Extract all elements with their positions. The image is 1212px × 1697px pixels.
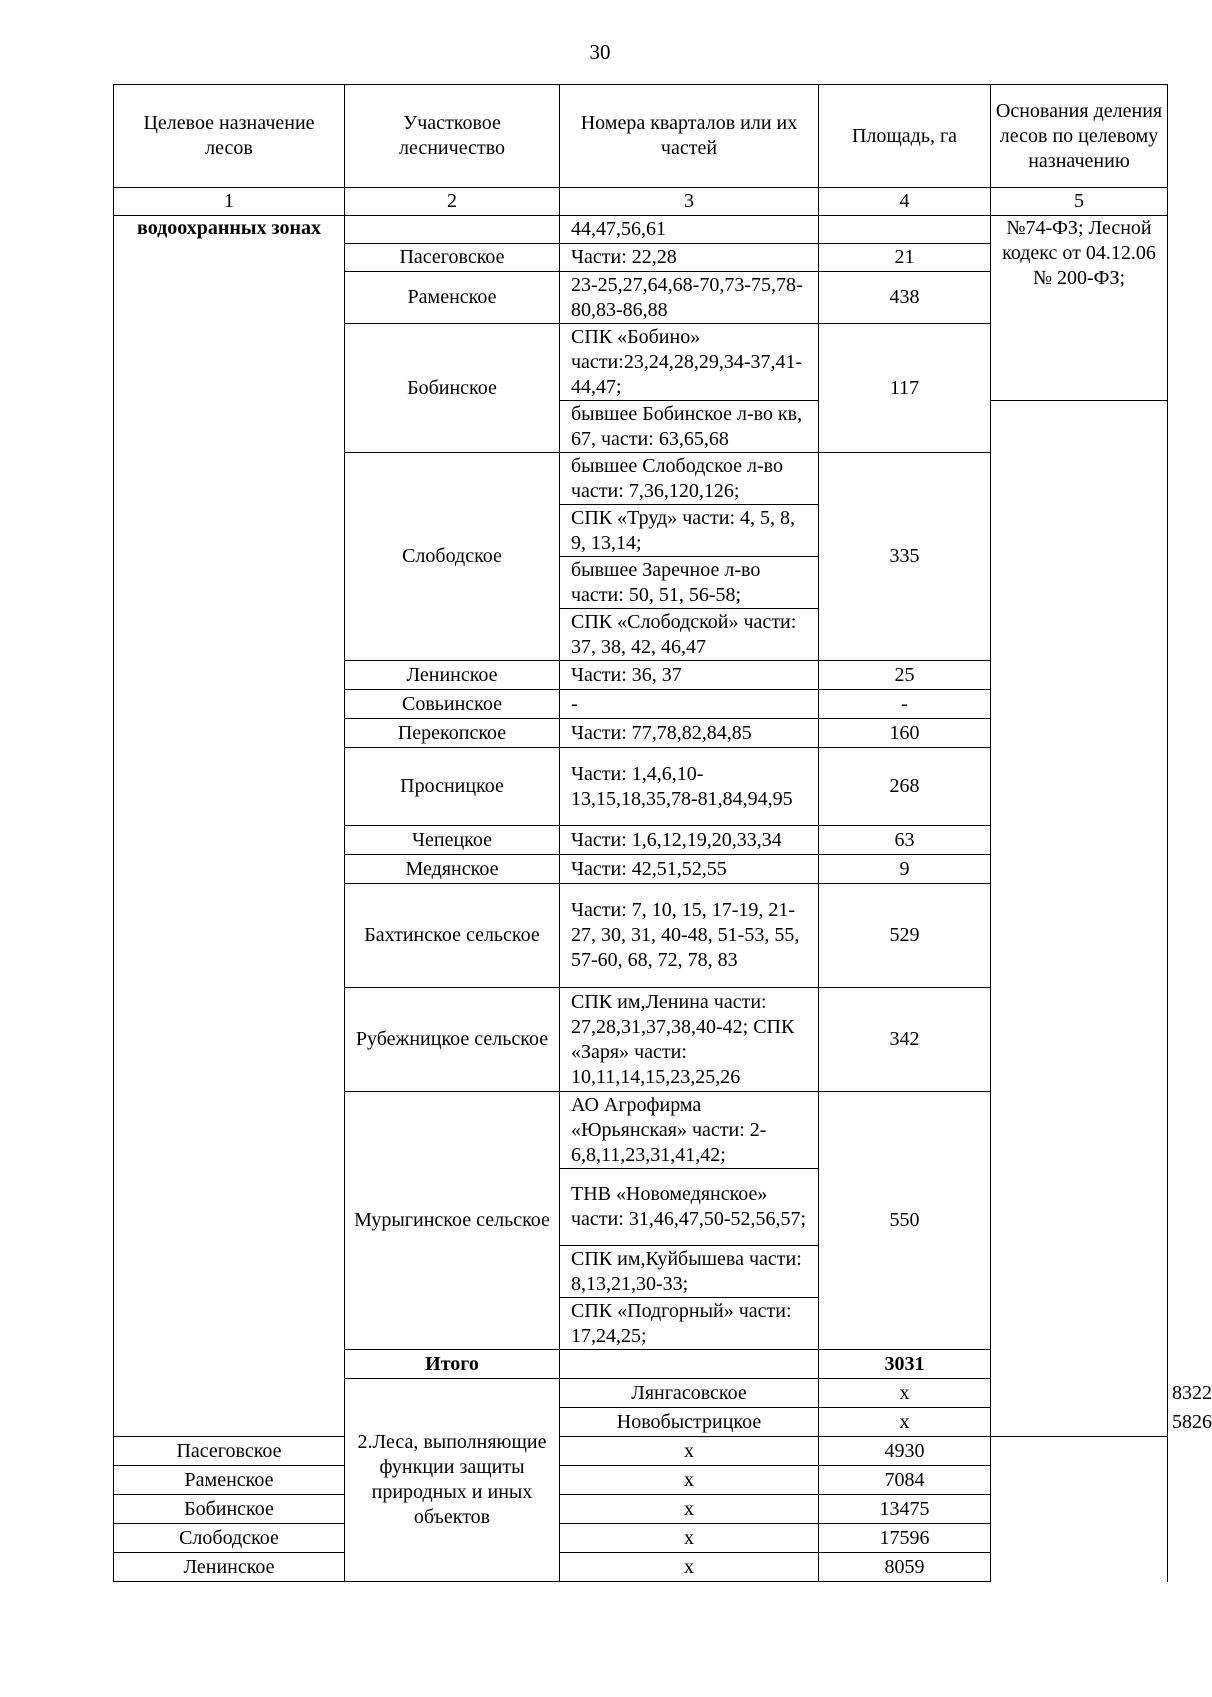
area-cell: 7084: [819, 1466, 991, 1495]
quarters-cell: Части: 22,28: [560, 244, 819, 272]
quarters-cell: СПК им,Ленина части: 27,28,31,37,38,40-42; СПК «Заря» части: 10,11,14,15,23,25,26: [560, 988, 819, 1092]
forestry-cell: Слободское: [114, 1524, 345, 1553]
header-basis: Основания деления лесов по целевому назначению: [991, 85, 1168, 188]
header-row: [114, 85, 1168, 188]
area-cell: 21: [819, 244, 991, 272]
quarters-cell: СПК «Бобино» части:23,24,28,29,34-37,41-44,47;: [560, 324, 819, 401]
quarters-cell: Части: 77,78,82,84,85: [560, 719, 819, 748]
quarters-cell: Части: 7, 10, 15, 17-19, 21-27, 30, 31, 40-48, 51-53, 55, 57-60, 68, 72, 78, 83: [560, 884, 819, 988]
forestry-cell: Слободское: [345, 453, 560, 661]
forestry-cell: Пасеговское: [345, 244, 560, 272]
area-cell: 342: [819, 988, 991, 1092]
header-forestry: Участковое лесничество: [345, 85, 560, 188]
quarters-cell: -: [560, 690, 819, 719]
area-cell: 160: [819, 719, 991, 748]
forestry-cell: Мурыгинское сельское: [345, 1092, 560, 1350]
forestry-cell: Бобинское: [345, 324, 560, 453]
table-row: 2.Леса, выполняющие функции защиты природных и иных объектов Лянгасовское х 8322: [114, 1379, 1168, 1408]
quarters-cell: Части: 1,4,6,10-13,15,18,35,78-81,84,94,95: [560, 748, 819, 826]
area-cell: 550: [819, 1092, 991, 1350]
area-cell: 529: [819, 884, 991, 988]
forestry-cell: Раменское: [114, 1466, 345, 1495]
quarters-cell: х: [819, 1408, 991, 1437]
quarters-cell-empty: [560, 1350, 819, 1379]
area-cell: 63: [819, 826, 991, 855]
header-area: Площадь, га: [819, 85, 991, 188]
area-cell: 438: [819, 272, 991, 324]
quarters-cell: х: [819, 1379, 991, 1408]
quarters-cell: ТНВ «Новомедянское» части: 31,46,47,50-52,56,57;: [560, 1169, 819, 1246]
header-quarters: Номера кварталов или их частей: [560, 85, 819, 188]
table-row: [114, 1553, 1168, 1582]
column-number: 4: [819, 188, 991, 216]
quarters-cell: АО Агрофирма «Юрьянская» части: 2-6,8,11,23,31,41,42;: [560, 1092, 819, 1169]
quarters-cell: СПК «Труд» части: 4, 5, 8, 9, 13,14;: [560, 505, 819, 557]
quarters-cell: Части: 1,6,12,19,20,33,34: [560, 826, 819, 855]
table-row: [114, 1437, 1168, 1466]
forestry-cell: Новобыстрицкое: [560, 1408, 819, 1437]
header-purpose: Целевое назначение лесов: [114, 85, 345, 188]
forestry-cell: Лянгасовское: [560, 1379, 819, 1408]
quarters-cell: Части: 36, 37: [560, 661, 819, 690]
quarters-cell: бывшее Заречное л-во части: 50, 51, 56-58;: [560, 557, 819, 609]
forestry-cell: Чепецкое: [345, 826, 560, 855]
table-row: [114, 1495, 1168, 1524]
total-label: Итого: [345, 1350, 560, 1379]
area-cell: 4930: [819, 1437, 991, 1466]
table-row: [114, 1524, 1168, 1553]
area-cell: 17596: [819, 1524, 991, 1553]
area-cell: 9: [819, 855, 991, 884]
forestry-cell: Перекопское: [345, 719, 560, 748]
area-cell: 8059: [819, 1553, 991, 1582]
area-cell: -: [819, 690, 991, 719]
forestry-cell: Бобинское: [114, 1495, 345, 1524]
total-value: 3031: [819, 1350, 991, 1379]
quarters-cell: х: [560, 1524, 819, 1553]
quarters-cell: бывшее Слободское л-во части: 7,36,120,126;: [560, 453, 819, 505]
page-number: 30: [589, 40, 611, 64]
quarters-cell: 44,47,56,61: [560, 216, 819, 244]
forestry-cell: Пасеговское: [114, 1437, 345, 1466]
table-row: [114, 1466, 1168, 1495]
section1-basis: №74-ФЗ; Лесной кодекс от 04.12.06 № 200-ФЗ;: [991, 216, 1168, 401]
area-cell: 25: [819, 661, 991, 690]
quarters-cell: х: [560, 1495, 819, 1524]
quarters-cell: СПК «Подгорный» части: 17,24,25;: [560, 1298, 819, 1350]
quarters-cell: Части: 42,51,52,55: [560, 855, 819, 884]
area-cell: 335: [819, 453, 991, 661]
forestry-cell: Бахтинское сельское: [345, 884, 560, 988]
forestry-cell: Просницкое: [345, 748, 560, 826]
column-number-row: [114, 188, 1168, 216]
column-number: 2: [345, 188, 560, 216]
quarters-cell: СПК «Слободской» части: 37, 38, 42, 46,47: [560, 609, 819, 661]
forestry-cell: Раменское: [345, 272, 560, 324]
section1-category: водоохранных зонах: [114, 216, 345, 1437]
forestry-cell: Рубежницкое сельское: [345, 988, 560, 1092]
forestry-cell-empty: [345, 216, 560, 244]
table-row: [114, 216, 1168, 244]
area-cell-empty: [819, 216, 991, 244]
forest-purpose-table: [113, 84, 1212, 1582]
area-cell: 268: [819, 748, 991, 826]
quarters-cell: х: [560, 1553, 819, 1582]
forestry-cell: Совьинское: [345, 690, 560, 719]
forestry-cell: Медянское: [345, 855, 560, 884]
quarters-cell: 23-25,27,64,68-70,73-75,78-80,83-86,88: [560, 272, 819, 324]
quarters-cell: бывшее Бобинское л-во кв, 67, части: 63,65,68: [560, 401, 819, 453]
table-row: Новобыстрицкое х 5826: [114, 1408, 1168, 1437]
column-number: 5: [991, 188, 1168, 216]
area-cell: 13475: [819, 1495, 991, 1524]
forestry-cell: Ленинское: [345, 661, 560, 690]
basis-cell-empty: [991, 401, 1168, 1437]
quarters-cell: х: [560, 1437, 819, 1466]
column-number: 1: [114, 188, 345, 216]
area-cell: 117: [819, 324, 991, 453]
quarters-cell: х: [560, 1466, 819, 1495]
quarters-cell: СПК им,Куйбышева части: 8,13,21,30-33;: [560, 1246, 819, 1298]
forestry-cell: Ленинское: [114, 1553, 345, 1582]
section2-category: 2.Леса, выполняющие функции защиты природных и иных объектов: [345, 1379, 560, 1582]
column-number: 3: [560, 188, 819, 216]
